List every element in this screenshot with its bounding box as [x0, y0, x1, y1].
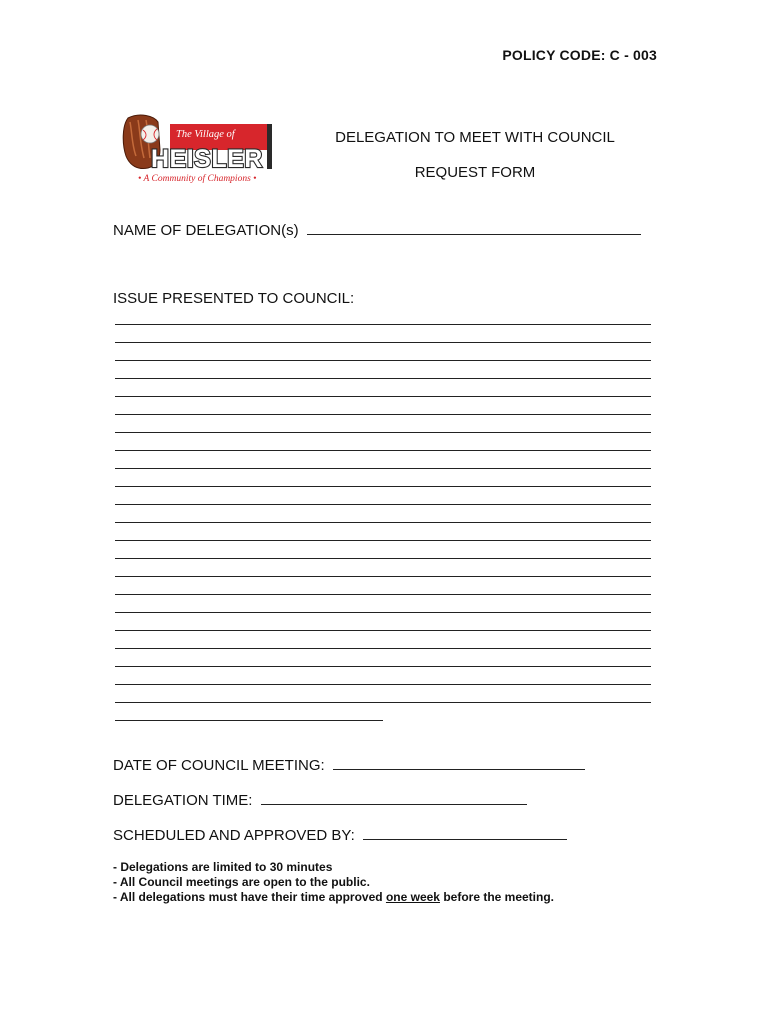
issue-line[interactable]	[115, 450, 651, 451]
note-item: - Delegations are limited to 30 minutes	[113, 860, 333, 874]
issue-line[interactable]	[115, 522, 651, 523]
delegation-name-label: NAME OF DELEGATION(s)	[113, 222, 299, 239]
note-text: before the meeting.	[439, 890, 555, 904]
issue-line[interactable]	[115, 378, 651, 379]
delegation-time-input[interactable]	[261, 790, 527, 805]
delegation-time-label: DELEGATION TIME:	[113, 792, 253, 809]
issue-line[interactable]	[115, 324, 651, 325]
issue-line[interactable]	[115, 666, 651, 667]
issue-line[interactable]	[115, 396, 651, 397]
delegation-name-input[interactable]	[307, 220, 641, 235]
issue-line[interactable]	[115, 414, 651, 415]
note-text: - All delegations must have their time approved	[113, 890, 386, 904]
meeting-date-field	[113, 755, 585, 774]
approved-by-label: SCHEDULED AND APPROVED BY:	[113, 827, 355, 844]
form-title-line1: DELEGATION TO MEET WITH COUNCIL	[335, 129, 615, 146]
logo-line1: The Village of	[176, 129, 235, 140]
issue-label: ISSUE PRESENTED TO COUNCIL:	[113, 290, 355, 307]
issue-line[interactable]	[115, 576, 651, 577]
meeting-date-input[interactable]	[333, 755, 585, 770]
logo-line2: HEISLER	[151, 145, 263, 173]
issue-line[interactable]	[115, 540, 651, 541]
issue-line[interactable]	[115, 486, 651, 487]
delegation-name-field	[113, 220, 641, 239]
meeting-date-label: DATE OF COUNCIL MEETING:	[113, 757, 325, 774]
issue-line-last[interactable]	[115, 720, 383, 721]
form-title-line2: REQUEST FORM	[414, 164, 536, 181]
policy-code: POLICY CODE: C - 003	[502, 47, 657, 63]
notes-list	[113, 860, 554, 905]
note-emphasis: one week	[385, 890, 440, 904]
issue-line[interactable]	[115, 630, 651, 631]
village-logo	[120, 112, 275, 186]
issue-line[interactable]	[115, 558, 651, 559]
approved-by-field	[113, 825, 567, 844]
note-item	[113, 890, 554, 905]
issue-line[interactable]	[115, 702, 651, 703]
issue-line[interactable]	[115, 342, 651, 343]
issue-line[interactable]	[115, 432, 651, 433]
delegation-time-field	[113, 790, 527, 809]
issue-line[interactable]	[115, 648, 651, 649]
issue-line[interactable]	[115, 612, 651, 613]
issue-line[interactable]	[115, 360, 651, 361]
issue-line[interactable]	[115, 684, 651, 685]
issue-line[interactable]	[115, 504, 651, 505]
issue-line[interactable]	[115, 468, 651, 469]
note-item: - All Council meetings are open to the public.	[113, 875, 370, 889]
logo-tagline: • A Community of Champions •	[138, 174, 257, 184]
issue-line[interactable]	[115, 594, 651, 595]
approved-by-input[interactable]	[363, 825, 567, 840]
